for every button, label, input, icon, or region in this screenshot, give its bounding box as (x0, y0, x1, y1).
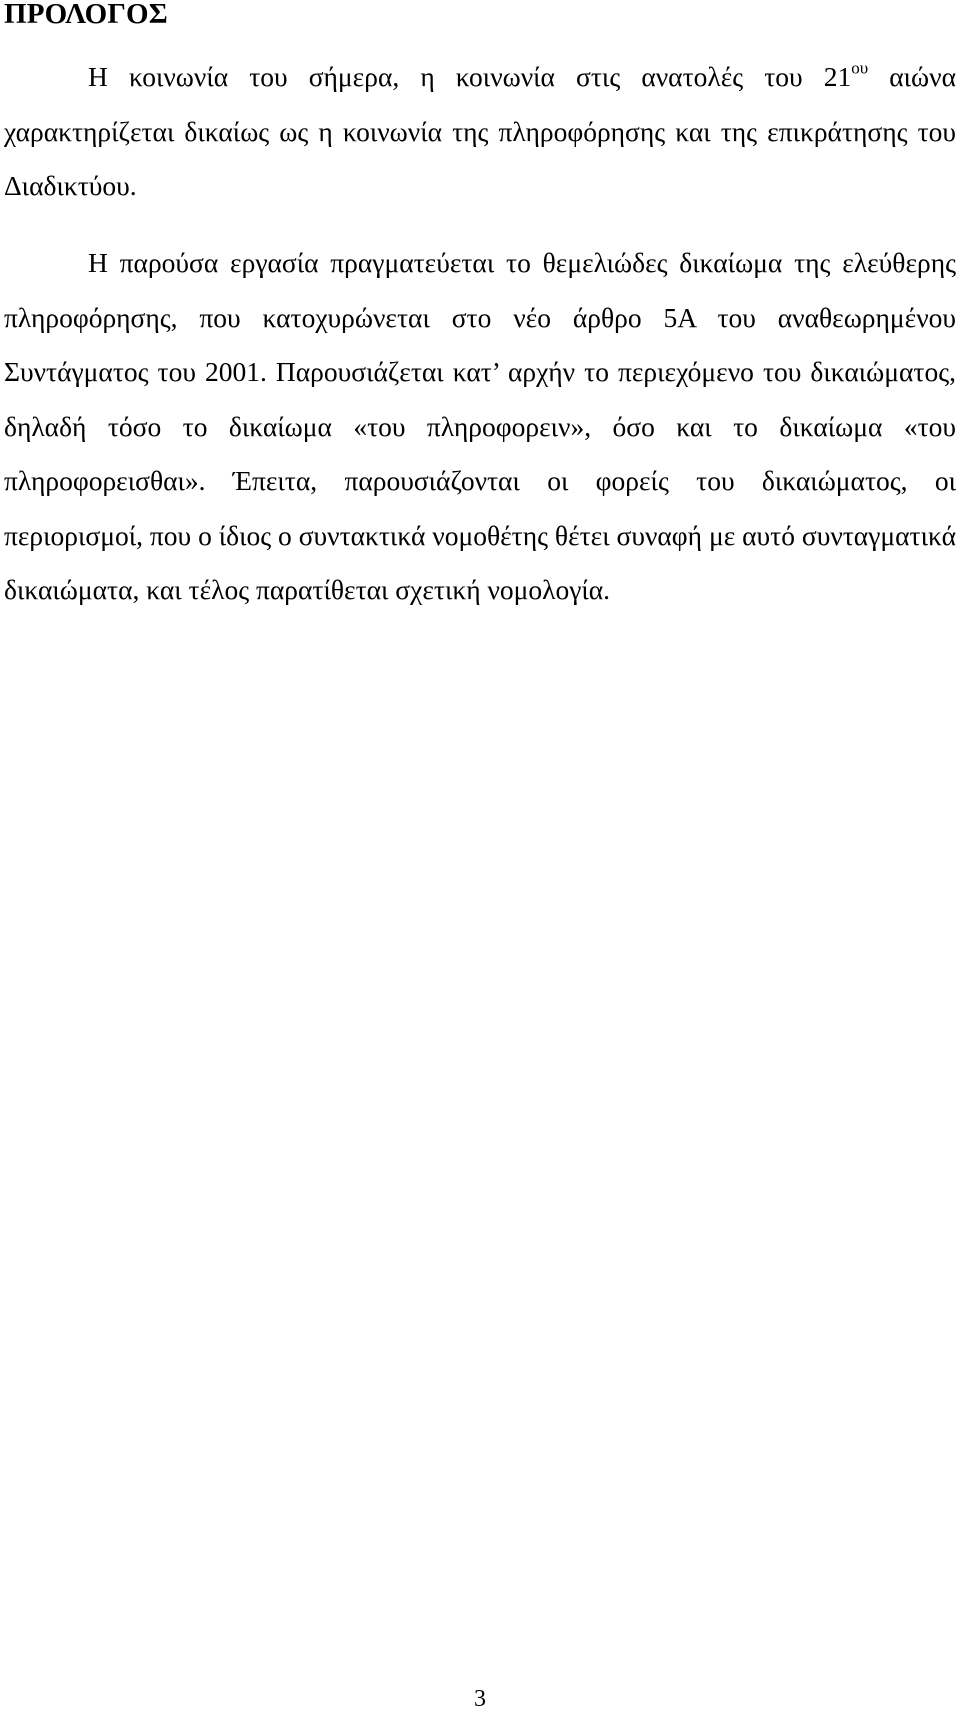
paragraph-intro-text-end: αιώνα χαρακτηρίζεται δικαίως ως η κοινωνία της πληροφόρησης και της επικράτησης του Διαδικτύου. (4, 61, 956, 201)
page-number: 3 (474, 1686, 486, 1712)
ordinal-superscript: ου (851, 58, 869, 78)
page-heading: ΠΡΟΛΟΓΟΣ (4, 0, 168, 30)
paragraph-intro-text-start: Η κοινωνία του σήμερα, η κοινωνία στις ανατολές του 21 (88, 61, 852, 92)
paragraph-summary: Η παρούσα εργασία πραγματεύεται το θεμελιώδες δικαίωμα της ελεύθερης πληροφόρησης, που κατοχυρώνεται στο νέο άρθρο 5Α του αναθεωρημένου Συντάγματος του 2001. Παρουσιάζεται κατ’ αρχήν το περιεχόμενο του δικαιώματος, δηλαδή τόσο το δικαίωμα «του πληροφορειν», όσο και το δικαίωμα «του πληροφορεισθαι». Έπειτα, παρουσιάζονται οι φορείς του δικαιώματος, οι περιορισμοί, που ο ίδιος ο συντακτικά νομοθέτης θέτει συναφή με αυτό συνταγματικά δικαιώματα, και τέλος παρατίθεται σχετική νομολογία. (4, 247, 956, 605)
paragraph-intro (4, 50, 956, 214)
